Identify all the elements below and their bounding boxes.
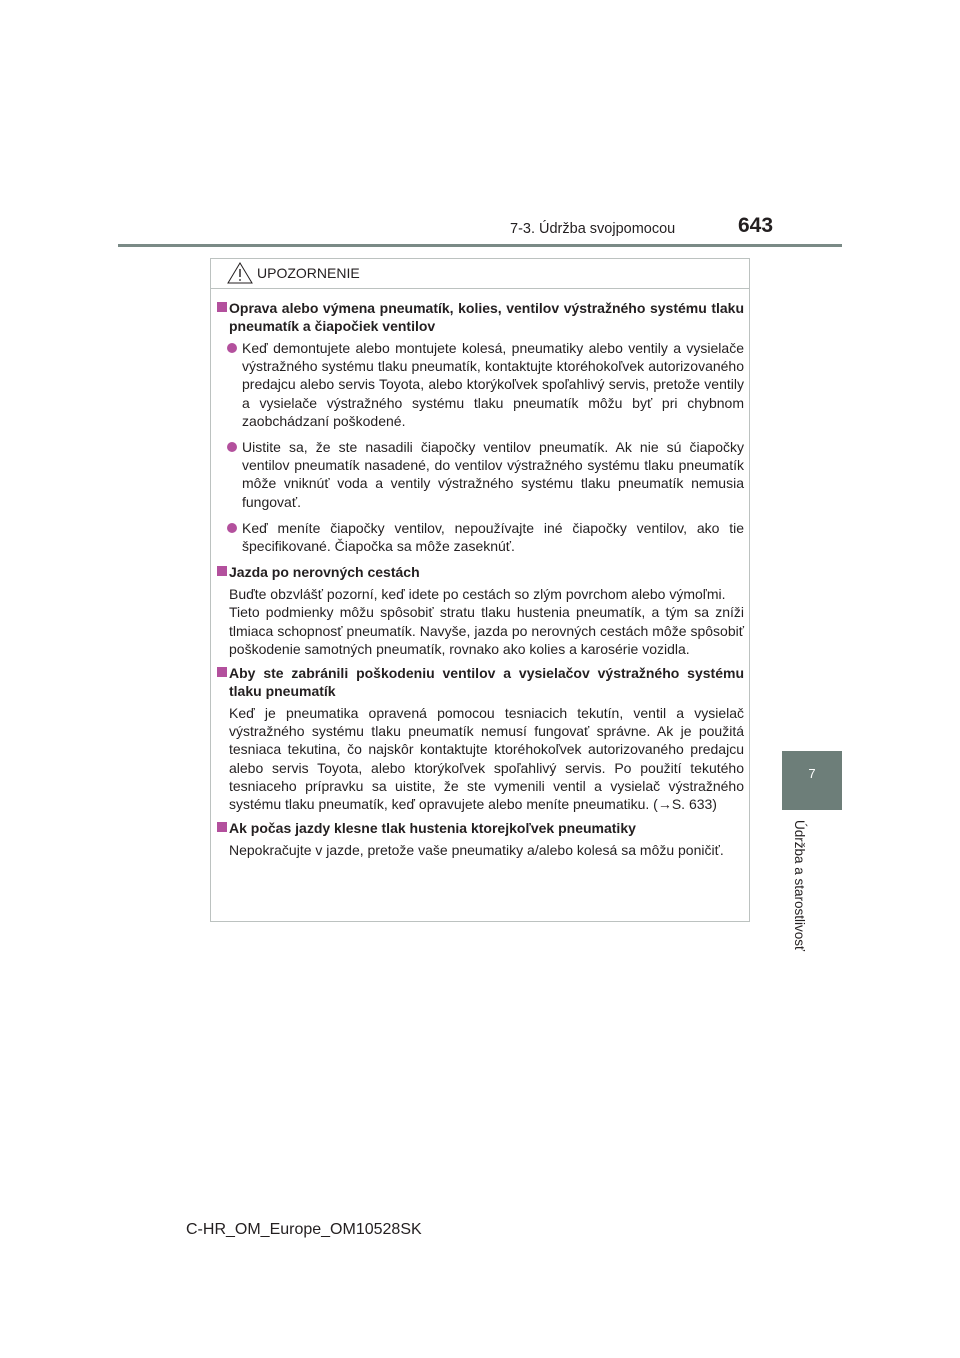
section-square-icon: [217, 302, 227, 312]
warning-title: UPOZORNENIE: [257, 265, 360, 281]
chapter-side-label: [789, 820, 807, 965]
warning-box: [210, 258, 750, 922]
section-title: Aby ste zabránili poškodeniu ventilov a vysielačov výstražného systému tlaku pneumatík: [229, 665, 744, 700]
bullet-item: [217, 438, 744, 511]
paragraph-text: Nepokračujte v jazde, pretože vaše pneumatiky a/alebo kolesá sa môžu poničiť.: [229, 842, 724, 859]
section-paragraph: [217, 704, 744, 813]
bullet-item: [217, 339, 744, 430]
section-title: Oprava alebo výmena pneumatík, kolies, ventilov výstražného systému tlaku pneumatík a čiapočiek ventilov: [229, 300, 744, 334]
section-square-icon: [217, 566, 227, 576]
section-title: Jazda po nerovných cestách: [229, 564, 420, 581]
bullet-dot-icon: [227, 442, 237, 452]
bullet-text: Keď meníte čiapočky ventilov, nepoužívajte iné čiapočky ventilov, ako tie špecifikované. Čiapočka sa môže zaseknúť.: [242, 519, 744, 555]
bullet-dot-icon: [227, 343, 237, 353]
bullet-item: [217, 519, 744, 555]
footer-doc-id: C-HR_OM_Europe_OM10528SK: [186, 1221, 422, 1238]
bullet-text: Uistite sa, že ste nasadili čiapočky ventilov pneumatík. Ak nie sú čiapočky ventilov pneumatík nasadené, do ventilov výstražného systému tlaku pneumatík môže vniknúť voda a ventily výstražného systému tlaku pneumatík nemusia fungovať.: [242, 439, 744, 510]
chapter-title: Údržba a starostlivosť: [792, 820, 807, 952]
paragraph-text: Tieto podmienky môžu spôsobiť stratu tlaku hustenia pneumatík, a tým sa zníži tlmiaca schopnosť pneumatík. Navyše, jazda po nerovných cestách môže spôsobiť poškodenie samotných pneumatík, rovnako ako kolies a karosérie vozidla.: [229, 604, 744, 657]
header-section-title: 7-3. Údržba svojpomocou: [510, 221, 676, 237]
warning-content: [217, 299, 744, 865]
paragraph-text: Buďte obzvlášť pozorní, keď idete po cestách so zlým povrchom alebo výmoľmi.: [229, 586, 726, 603]
header-rule: [118, 244, 842, 247]
section-square-icon: [217, 822, 227, 832]
section-square-icon: [217, 667, 227, 677]
warning-section: [217, 299, 744, 335]
chapter-tab: [782, 751, 842, 810]
bullet-text: Keď demontujete alebo montujete kolesá, pneumatiky alebo ventily a vysielače výstražného systému tlaku pneumatík, kontaktujte ktoréhokoľvek autorizovaného predajcu alebo servis Toyota, alebo ktorýkoľvek spoľahlivý servis, pretože ventily a vysielače výstražného systému tlaku pneumatík môžu byť pri chybnom zaobchádzaní poškodené.: [242, 340, 744, 429]
bullet-dot-icon: [227, 523, 237, 533]
warning-section: [217, 819, 744, 837]
warning-section: [217, 563, 744, 581]
page-number: 643: [738, 214, 774, 237]
warning-section: [217, 664, 744, 700]
warning-header: [211, 259, 749, 289]
warning-triangle-icon: [227, 262, 253, 284]
section-paragraph: [217, 585, 744, 658]
section-title: Ak počas jazdy klesne tlak hustenia ktorejkoľvek pneumatiky: [229, 820, 636, 837]
section-paragraph: [217, 841, 744, 859]
paragraph-text: Keď je pneumatika opravená pomocou tesniacich tekutín, ventil a vysielač výstražného systému tlaku pneumatík nemusí fungovať správne. Ak je použitá tesniaca tekutina, čo najskôr kontaktujte ktoréhokoľvek autorizovaného predajcu alebo servis Toyota, alebo ktorýkoľvek spoľahlivý servis. Po použití tekutého tesniaceho prípravku sa uistite, že ste vymenili ventil a vysielač výstražného systému tlaku pneumatík, keď opravujete alebo meníte pneumatiku. (→S. 633): [229, 705, 744, 813]
chapter-number: 7: [808, 766, 816, 781]
